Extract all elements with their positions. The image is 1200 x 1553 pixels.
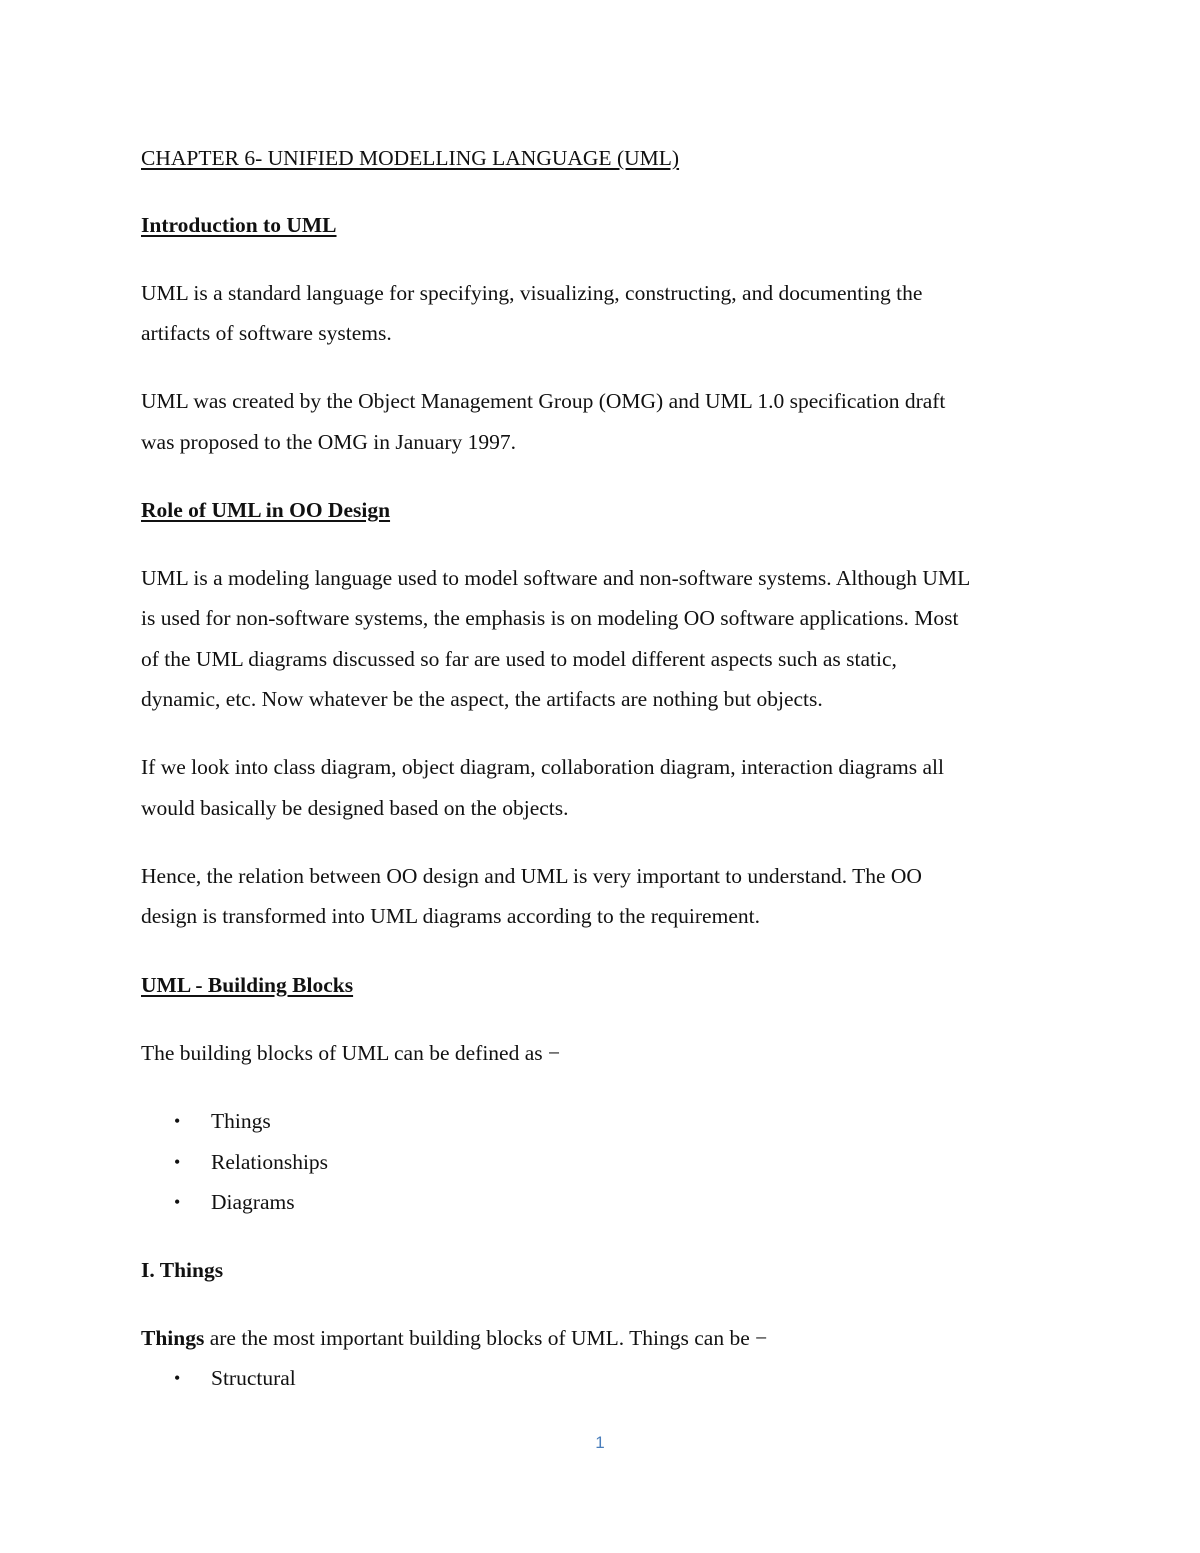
role-paragraph-2-line-1: If we look into class diagram, object diagram, collaboration diagram, interaction diagrams all [141, 755, 944, 779]
role-paragraph-3-line-1: Hence, the relation between OO design and UML is very important to understand. The OO [141, 864, 922, 888]
role-paragraph-1-line-4: dynamic, etc. Now whatever be the aspect, the artifacts are nothing but objects. [141, 687, 823, 711]
intro-paragraph-1-line-1: UML is a standard language for specifying, visualizing, constructing, and documenting the [141, 281, 923, 305]
list-item-text: Relationships [211, 1150, 329, 1174]
things-lead-bold: Things [141, 1326, 205, 1350]
things-heading: I. Things [141, 1258, 224, 1282]
things-lead-paragraph [141, 1324, 767, 1352]
role-paragraph-1-line-1: UML is a modeling language used to model software and non-software systems. Although UML [141, 566, 971, 590]
intro-paragraph-1-line-2: artifacts of software systems. [141, 321, 392, 345]
chapter-title: CHAPTER 6- UNIFIED MODELLING LANGUAGE (UML) [141, 146, 680, 170]
role-paragraph-2-line-2: would basically be designed based on the objects. [141, 796, 569, 820]
intro-paragraph-2-line-2: was proposed to the OMG in January 1997. [141, 430, 517, 454]
list-item-text: Diagrams [211, 1190, 295, 1214]
role-heading: Role of UML in OO Design [141, 498, 391, 522]
page-number: 1 [595, 1433, 605, 1452]
intro-paragraph-2-line-1: UML was created by the Object Management Group (OMG) and UML 1.0 specification draft [141, 389, 946, 413]
bullet-icon: • [174, 1111, 181, 1131]
bullet-icon: • [174, 1368, 181, 1388]
blocks-intro: The building blocks of UML can be defined as − [141, 1041, 561, 1065]
list-item-text: Structural [211, 1366, 296, 1390]
role-paragraph-3-line-2: design is transformed into UML diagrams according to the requirement. [141, 904, 760, 928]
role-paragraph-1-line-3: of the UML diagrams discussed so far are used to model different aspects such as static, [141, 647, 897, 671]
bullet-icon: • [174, 1192, 181, 1212]
things-lead-rest: are the most important building blocks of UML. Things can be − [204, 1326, 768, 1350]
blocks-heading: UML - Building Blocks [141, 973, 354, 997]
bullet-icon: • [174, 1152, 181, 1172]
role-paragraph-1-line-2: is used for non-software systems, the emphasis is on modeling OO software applications. Most [141, 606, 959, 630]
list-item-text: Things [211, 1109, 271, 1133]
intro-heading: Introduction to UML [141, 213, 337, 237]
